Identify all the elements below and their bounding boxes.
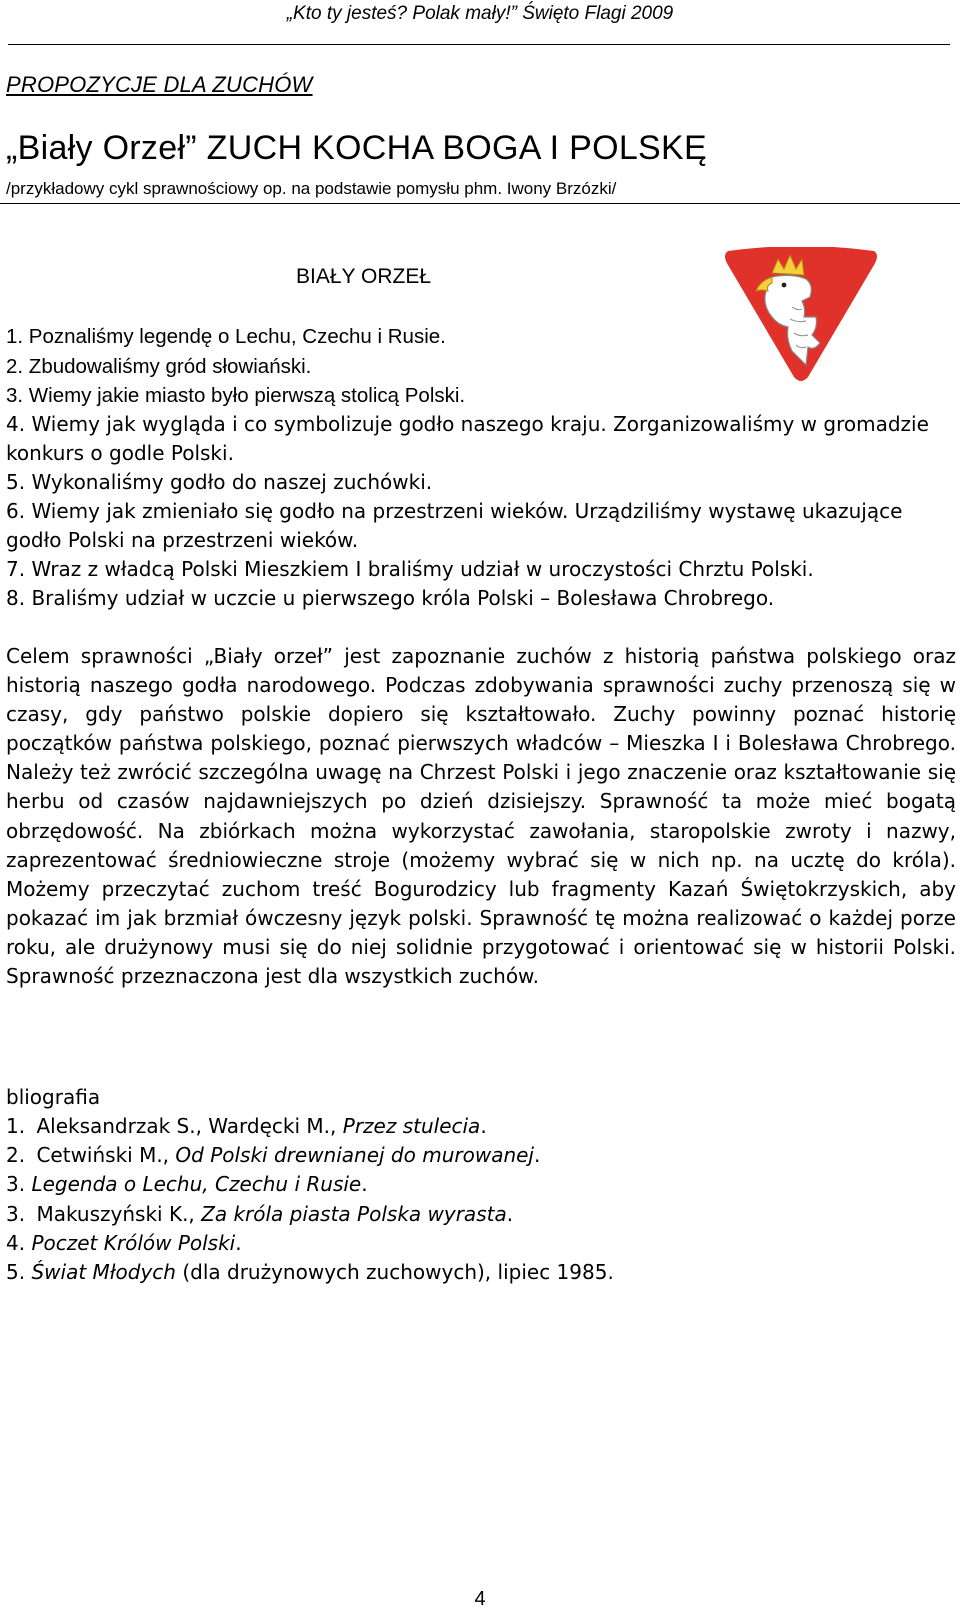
task-item: 6. Wiemy jak zmieniało się godło na przestrzeni wieków. Urządziliśmy wystawę ukazujące godło Polski na przestrzeni wieków. (6, 499, 903, 552)
badge-tasks-list (6, 322, 956, 613)
task-item: 8. Braliśmy udział w uczcie u pierwszego króla Polski – Bolesława Chrobrego. (6, 586, 775, 610)
bibliography-rest: . (506, 1201, 514, 1226)
task-item: 2. Zbudowaliśmy gród słowiański. (6, 355, 312, 378)
task-item: 7. Wraz z władcą Polski Mieszkiem I braliśmy udział w uroczystości Chrztu Polski. (6, 557, 814, 581)
bibliography-number: 2. (6, 1143, 26, 1168)
bibliography-work: Za króla piasta Polska wyrasta (201, 1201, 507, 1226)
bibliography-work: Świat Młodych (31, 1260, 176, 1285)
bibliography-number: 5. (6, 1260, 26, 1285)
bibliography-item (6, 1112, 614, 1141)
bibliography-work: Legenda o Lechu, Czechu i Rusie (31, 1172, 362, 1197)
header-divider (8, 44, 950, 45)
section-label: PROPOZYCJE DLA ZUCHÓW (6, 72, 313, 97)
running-header: „Kto ty jesteś? Polak mały!” Święto Flagi 2009 (286, 3, 674, 24)
bibliography-number: 3. (6, 1172, 26, 1197)
bibliography-rest: . (480, 1114, 487, 1138)
bibliography-author: Makuszyński K., (36, 1201, 202, 1226)
bibliography-number: 3. (6, 1201, 26, 1226)
task-item: 5. Wykonaliśmy godło do naszej zuchówki. (6, 470, 433, 494)
bibliography-item (6, 1170, 614, 1199)
page-title: „Biały Orzeł” ZUCH KOCHA BOGA I POLSKĘ (6, 129, 707, 167)
bibliography-item (6, 1258, 614, 1287)
eagle-eye (782, 283, 787, 288)
bibliography-work: Od Polski drewnianej do murowanej (175, 1143, 534, 1168)
title-divider (0, 203, 960, 204)
bibliography-author: Aleksandrzak S., Wardęcki M., (36, 1114, 343, 1138)
badge-heading: BIAŁY ORZEŁ (296, 265, 432, 288)
bibliography-list (6, 1112, 614, 1287)
bibliography-heading: bliografia (6, 1085, 101, 1109)
bibliography-work: Przez stulecia (342, 1114, 481, 1138)
task-item: 1. Poznaliśmy legendę o Lechu, Czechu i Rusie. (6, 325, 446, 348)
bibliography-number: 4. (6, 1230, 26, 1255)
task-item: 4. Wiemy jak wygląda i co symbolizuje godło naszego kraju. Zorganizowaliśmy w gromadzie konkurs o godle Polski. (6, 412, 929, 465)
bibliography-rest: (dla drużynowych zuchowych), lipiec 1985. (175, 1260, 614, 1285)
bibliography-item (6, 1229, 614, 1258)
badge-description: Celem sprawności „Biały orzeł” jest zapoznanie zuchów z historią państwa polskiego oraz historią naszego godła narodowego. Podczas zdobywania sprawności zuchy przenoszą się w czasy, gdy państwo polskie dopiero się kształtowało. Zuchy powinny poznać historię początków państwa polskiego, poznać pierwszych władców – Mieszka I i Bolesława Chrobrego. Należy też zwrócić szczególna uwagę na Chrzest Polski i jego znaczenie oraz kształtowanie się herbu od czasów najdawniejszych po dzień dzisiejszy. Sprawność ta może mieć bogatą obrzędowość. Na zbiórkach można wykorzystać zawołania, staropolskie zwroty i nazwy, zaprezentować średniowieczne stroje (możemy wybrać się w nich np. na ucztę do króla). Możemy przeczytać zuchom treść Bogurodzicy lub fragmenty Kazań Świętokrzyskich, aby pokazać im jak brzmiał ówczesny język polski. Sprawność tę można realizować o każdej porze roku, ale drużynowy musi się do niej solidnie przygotować i orientować się w historii Polski. Sprawność przeznaczona jest dla wszystkich zuchów. (6, 644, 956, 989)
bibliography-work: Poczet Królów Polski (31, 1230, 236, 1255)
bibliography-rest: . (235, 1230, 242, 1255)
bibliography-rest: . (361, 1172, 368, 1197)
bibliography-item (6, 1200, 614, 1229)
task-item: 3. Wiemy jakie miasto było pierwszą stolicą Polski. (6, 384, 466, 407)
bibliography-item (6, 1141, 614, 1170)
bibliography-author: Cetwiński M., (36, 1143, 176, 1168)
page-number: 4 (474, 1588, 486, 1610)
bibliography-number: 1. (6, 1114, 26, 1138)
bibliography-rest: . (534, 1143, 541, 1168)
page-subtitle: /przykładowy cykl sprawnościowy op. na podstawie pomysłu phm. Iwony Brzózki/ (6, 179, 617, 198)
